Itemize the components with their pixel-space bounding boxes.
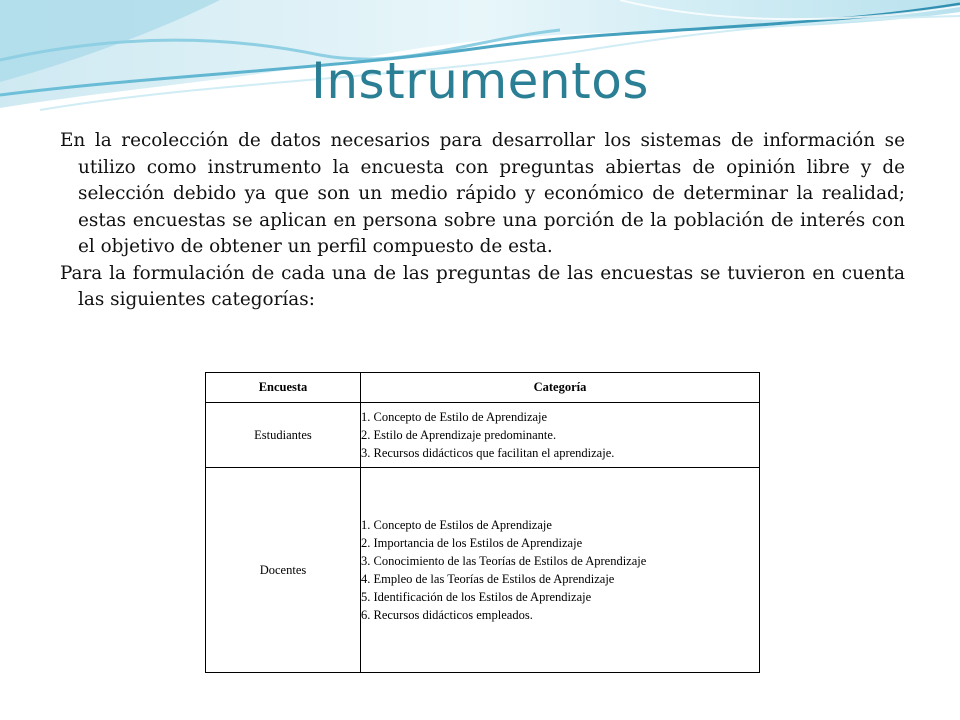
header-categoria: Categoría	[361, 373, 760, 403]
list-item: 5. Identificación de los Estilos de Aprendizaje	[361, 590, 592, 604]
table-row	[206, 403, 760, 468]
paragraph-intro: En la recolección de datos necesarios para desarrollar los sistemas de información se utilizo como instrumento la encuesta con preguntas abiertas de opinión libre y de selección debido ya que son un medio rápido y económico de determinar la realidad; estas encuestas se aplican en persona sobre una porción de la población de interés con el objetivo de obtener un perfil compuesto de esta.	[60, 130, 905, 257]
list-item: 1. Concepto de Estilos de Aprendizaje	[361, 518, 552, 532]
list-item: 2. Importancia de los Estilos de Aprendizaje	[361, 536, 583, 550]
encuesta-cell: Docentes	[206, 468, 361, 673]
header-encuesta: Encuesta	[206, 373, 361, 403]
categoria-cell	[361, 403, 760, 468]
categoria-cell	[361, 468, 760, 673]
list-item: 4. Empleo de las Teorías de Estilos de Aprendizaje	[361, 572, 615, 586]
slide-title: Instrumentos	[311, 52, 649, 110]
encuesta-cell: Estudiantes	[206, 403, 361, 468]
list-item: 6. Recursos didácticos empleados.	[361, 608, 533, 622]
categories-table	[205, 372, 760, 673]
table-header-row	[206, 373, 760, 403]
list-item: 3. Conocimiento de las Teorías de Estilos de Aprendizaje	[361, 554, 647, 568]
paragraph-categories: Para la formulación de cada una de las preguntas de las encuestas se tuvieron en cuenta las siguientes categorías:	[60, 262, 905, 310]
list-item: 3. Recursos didácticos que facilitan el aprendizaje.	[361, 446, 615, 460]
body-text	[60, 128, 905, 314]
table-row	[206, 468, 760, 673]
list-item: 2. Estilo de Aprendizaje predominante.	[361, 428, 557, 442]
list-item: 1. Concepto de Estilo de Aprendizaje	[361, 410, 548, 424]
